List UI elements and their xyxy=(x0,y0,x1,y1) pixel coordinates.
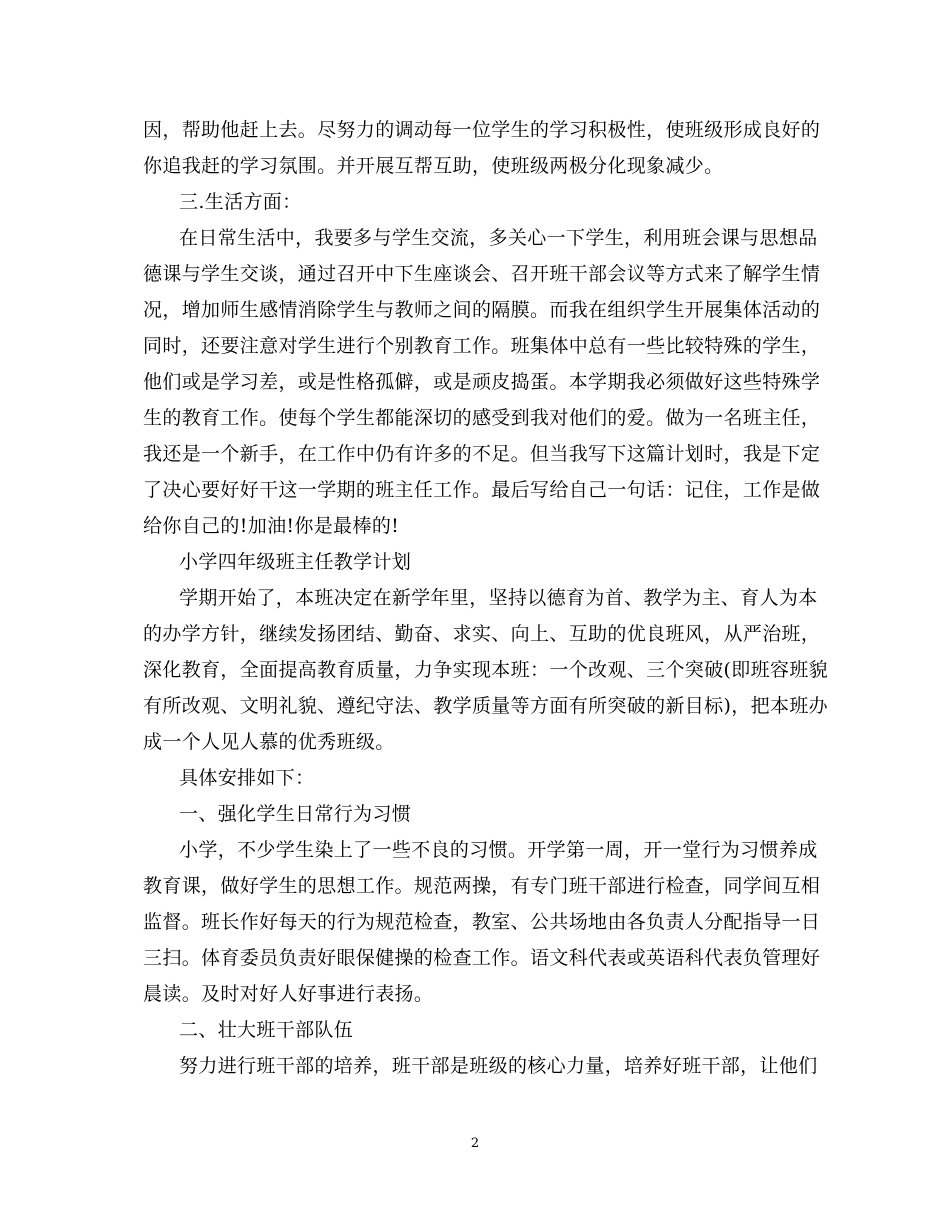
text-line: 了决心要好好干这一学期的班主任工作。最后写给自己一句话：记住，工作是做 xyxy=(143,479,821,501)
text-line: 的办学方针，继续发扬团结、勤奋、求实、向上、互助的优良班风，从严治班， xyxy=(143,623,821,645)
page-number: 2 xyxy=(470,1136,480,1151)
paragraph-start: 小学，不少学生染上了一些不良的习惯。开学第一周，开一堂行为习惯养成 xyxy=(179,839,818,861)
text-line: 生的教育工作。使每个学生都能深切的感受到我对他们的爱。做为一名班主任， xyxy=(143,407,821,429)
text-line: 三扫。体育委员负责好眼保健操的检查工作。语文科代表或英语科代表负管理好 xyxy=(143,947,821,969)
text-line: 德课与学生交谈，通过召开中下生座谈会、召开班干部会议等方式来了解学生情 xyxy=(143,263,821,285)
text-line: 监督。班长作好每天的行为规范检查，教室、公共场地由各负责人分配指导一日 xyxy=(143,911,821,933)
paragraph-start: 学期开始了，本班决定在新学年里，坚持以德育为首、教学为主、育人为本 xyxy=(179,587,818,609)
text-line: 深化教育，全面提高教育质量，力争实现本班：一个改观、三个突破(即班容班貌 xyxy=(143,659,829,681)
text-line: 我还是一个新手，在工作中仍有许多的不足。但当我写下这篇计划时，我是下定 xyxy=(143,443,821,465)
text-line: 教育课，做好学生的思想工作。规范两操，有专门班干部进行检查，同学间互相 xyxy=(143,875,821,897)
text-line: 成一个人见人慕的优秀班级。 xyxy=(143,731,395,753)
text-line: 有所改观、文明礼貌、遵纪守法、教学质量等方面有所突破的新目标)，把本班办 xyxy=(143,695,829,717)
paragraph-start: 努力进行班干部的培养，班干部是班级的核心力量，培养好班干部，让他们 xyxy=(179,1055,818,1077)
text-line: 你追我赶的学习氛围。并开展互帮互助，使班级两极分化现象减少。 xyxy=(143,155,724,177)
section-heading: 一、强化学生日常行为习惯 xyxy=(179,803,412,825)
paragraph-start: 在日常生活中，我要多与学生交流，多关心一下学生，利用班会课与思想品 xyxy=(179,227,818,249)
text-line: 他们或是学习差，或是性格孤僻，或是顽皮捣蛋。本学期我必须做好这些特殊学 xyxy=(143,371,821,393)
text-line: 况，增加师生感情消除学生与教师之间的隔膜。而我在组织学生开展集体活动的 xyxy=(143,299,821,321)
text-line: 因，帮助他赶上去。尽努力的调动每一位学生的学习积极性，使班级形成良好的 xyxy=(143,119,821,141)
text-line: 给你自己的!加油!你是最棒的! xyxy=(143,515,400,537)
section-heading: 三.生活方面： xyxy=(179,191,302,213)
document-subtitle: 小学四年级班主任教学计划 xyxy=(179,551,412,573)
text-line: 晨读。及时对好人好事进行表扬。 xyxy=(143,983,434,1005)
section-heading: 二、壮大班干部队伍 xyxy=(179,1019,354,1041)
text-line: 同时，还要注意对学生进行个别教育工作。班集体中总有一些比较特殊的学生， xyxy=(143,335,821,357)
paragraph-start: 具体安排如下： xyxy=(179,767,315,789)
